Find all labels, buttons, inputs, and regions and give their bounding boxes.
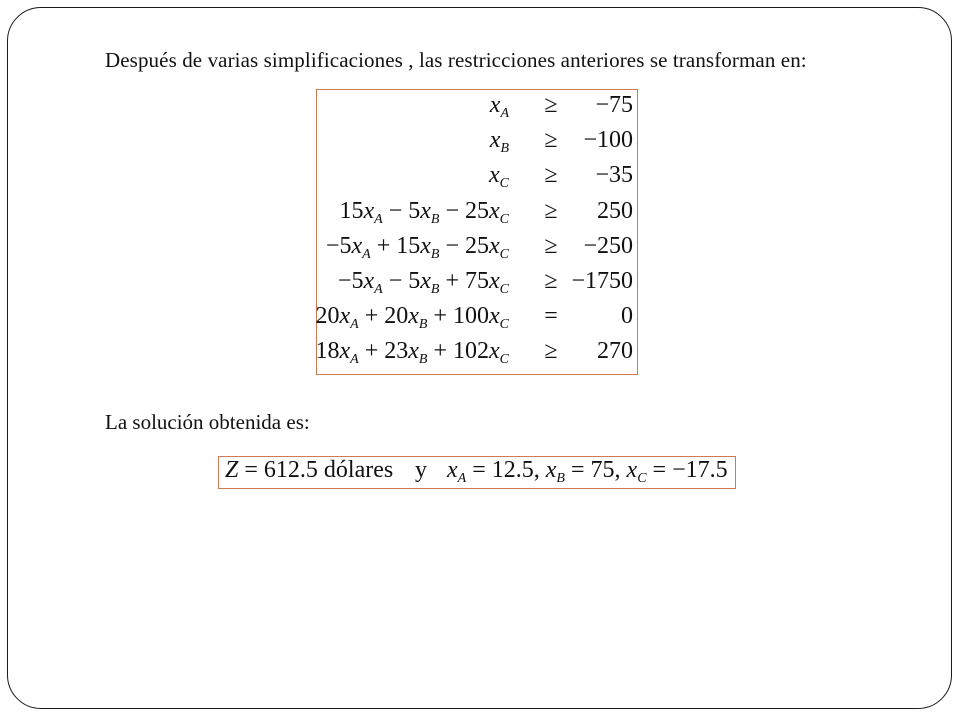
constraint-relation: ≥: [544, 92, 558, 118]
constraint-row: [317, 198, 637, 234]
constraint-relation: ≥: [544, 338, 558, 365]
constraint-relation: ≥: [544, 197, 558, 224]
constraint-lhs: $-5x_A + 15x_B - 25x_C$: [325, 232, 509, 262]
constraint-rhs: −1750: [571, 268, 633, 294]
constraint-lhs: $18x_A + 23x_B + 102x_C$: [315, 338, 509, 368]
constraint-rhs: −75: [595, 92, 633, 118]
constraint-row: [317, 233, 637, 269]
constraints-box: [316, 89, 638, 375]
constraint-relation: ≥: [544, 162, 558, 189]
intro-text: Después de varias simplificaciones , las restricciones anteriores se transforman en:: [105, 48, 807, 72]
constraint-lhs: $x_B$: [489, 127, 509, 157]
constraint-rhs: 0: [621, 303, 633, 330]
constraint-lhs: $20x_A + 20x_B + 100x_C$: [315, 303, 509, 333]
constraint-relation: ≥: [544, 232, 558, 259]
constraint-row: [317, 162, 637, 198]
constraint-rhs: −250: [583, 232, 633, 259]
constraint-row: [317, 268, 637, 304]
solution-objective: Z = 612.5 dólares: [225, 457, 394, 483]
constraint-rhs: −100: [583, 127, 633, 154]
constraint-relation: =: [544, 303, 558, 330]
constraint-lhs: $x_C$: [489, 162, 509, 192]
constraint-lhs: $x_A$: [489, 92, 509, 121]
constraint-row: [317, 303, 637, 339]
constraint-row: [317, 127, 637, 163]
constraint-lhs: $15x_A - 5x_B - 25x_C$: [339, 197, 509, 227]
constraint-lhs: $-5x_A - 5x_B + 75x_C$: [337, 268, 509, 297]
solution-connector: y: [415, 457, 427, 483]
constraint-row: [317, 338, 637, 374]
solution-box: [218, 456, 736, 489]
constraint-rhs: 250: [597, 197, 633, 224]
solution-values: $x_A = 12.5$, $x_B = 75$, $x_C = -17.5$: [447, 457, 728, 486]
constraint-row: [317, 92, 637, 128]
constraint-rhs: 270: [597, 338, 633, 365]
constraint-relation: ≥: [544, 268, 558, 294]
constraint-relation: ≥: [544, 127, 558, 154]
constraint-rhs: −35: [595, 162, 633, 189]
solution-label: La solución obtenida es:: [105, 410, 310, 434]
